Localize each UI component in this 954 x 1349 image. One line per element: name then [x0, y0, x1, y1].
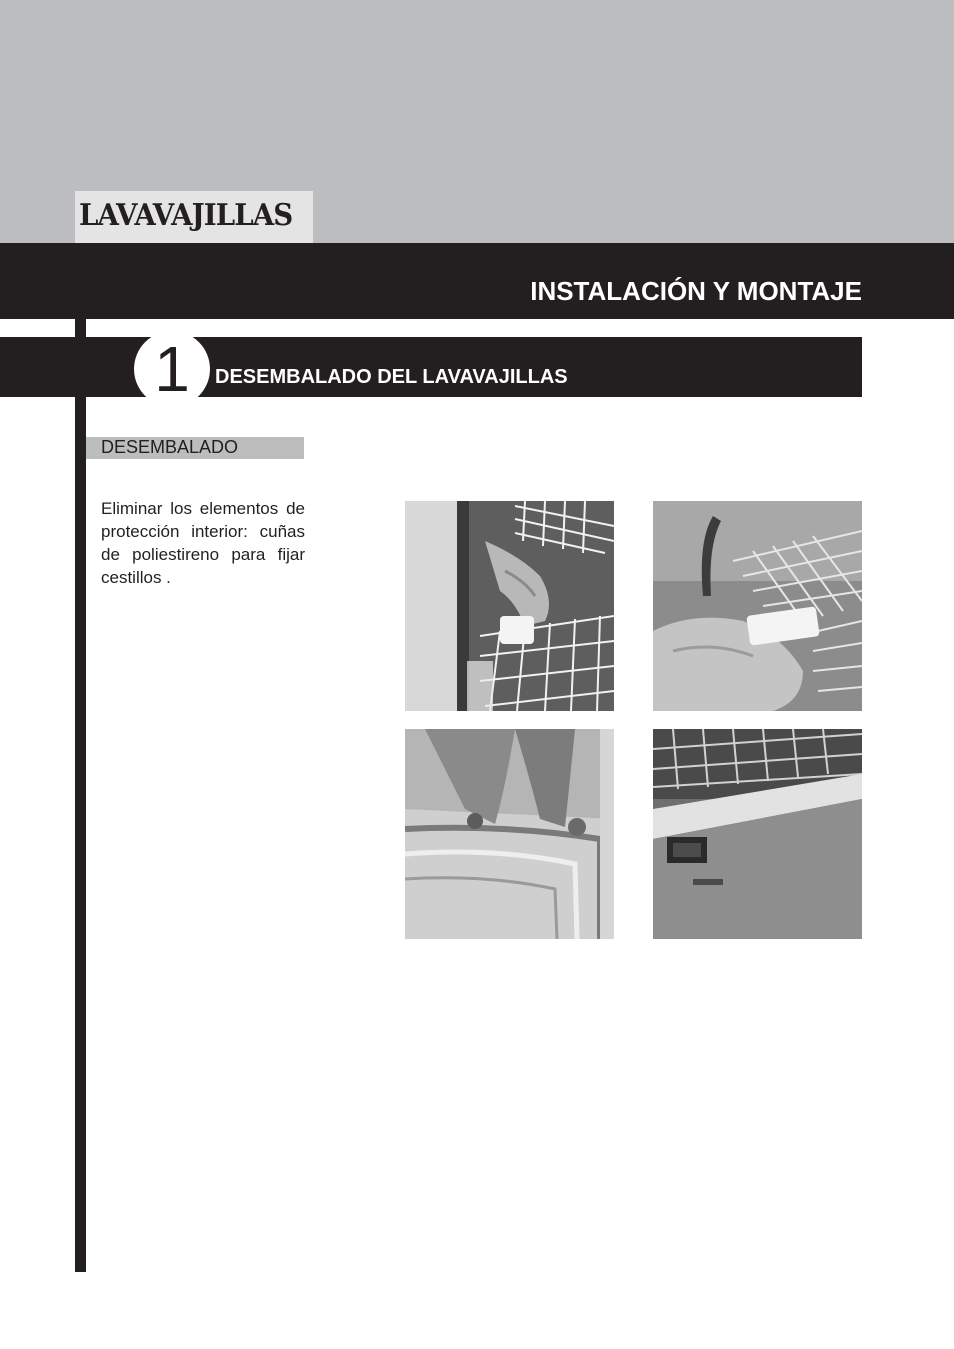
chapter-title: DESEMBALADO DEL LAVAVAJILLAS: [215, 366, 568, 388]
brand-title: LAVAVAJILLAS: [79, 198, 293, 233]
photo-remove-rack-wedge: [405, 501, 614, 711]
photo-control-panel: [653, 729, 862, 939]
photo-polystyrene-wedge: [653, 501, 862, 711]
left-vertical-rule: [75, 319, 86, 1272]
instruction-text: Eliminar los elementos de protección interior: cuñas de poliestireno para fijar cestillos .: [101, 499, 305, 587]
chapter-number: 1: [154, 333, 190, 405]
photo-tub-edge: [405, 729, 614, 939]
subsection-label: DESEMBALADO: [101, 437, 239, 457]
section-title: INSTALACIÓN Y MONTAJE: [530, 276, 862, 306]
